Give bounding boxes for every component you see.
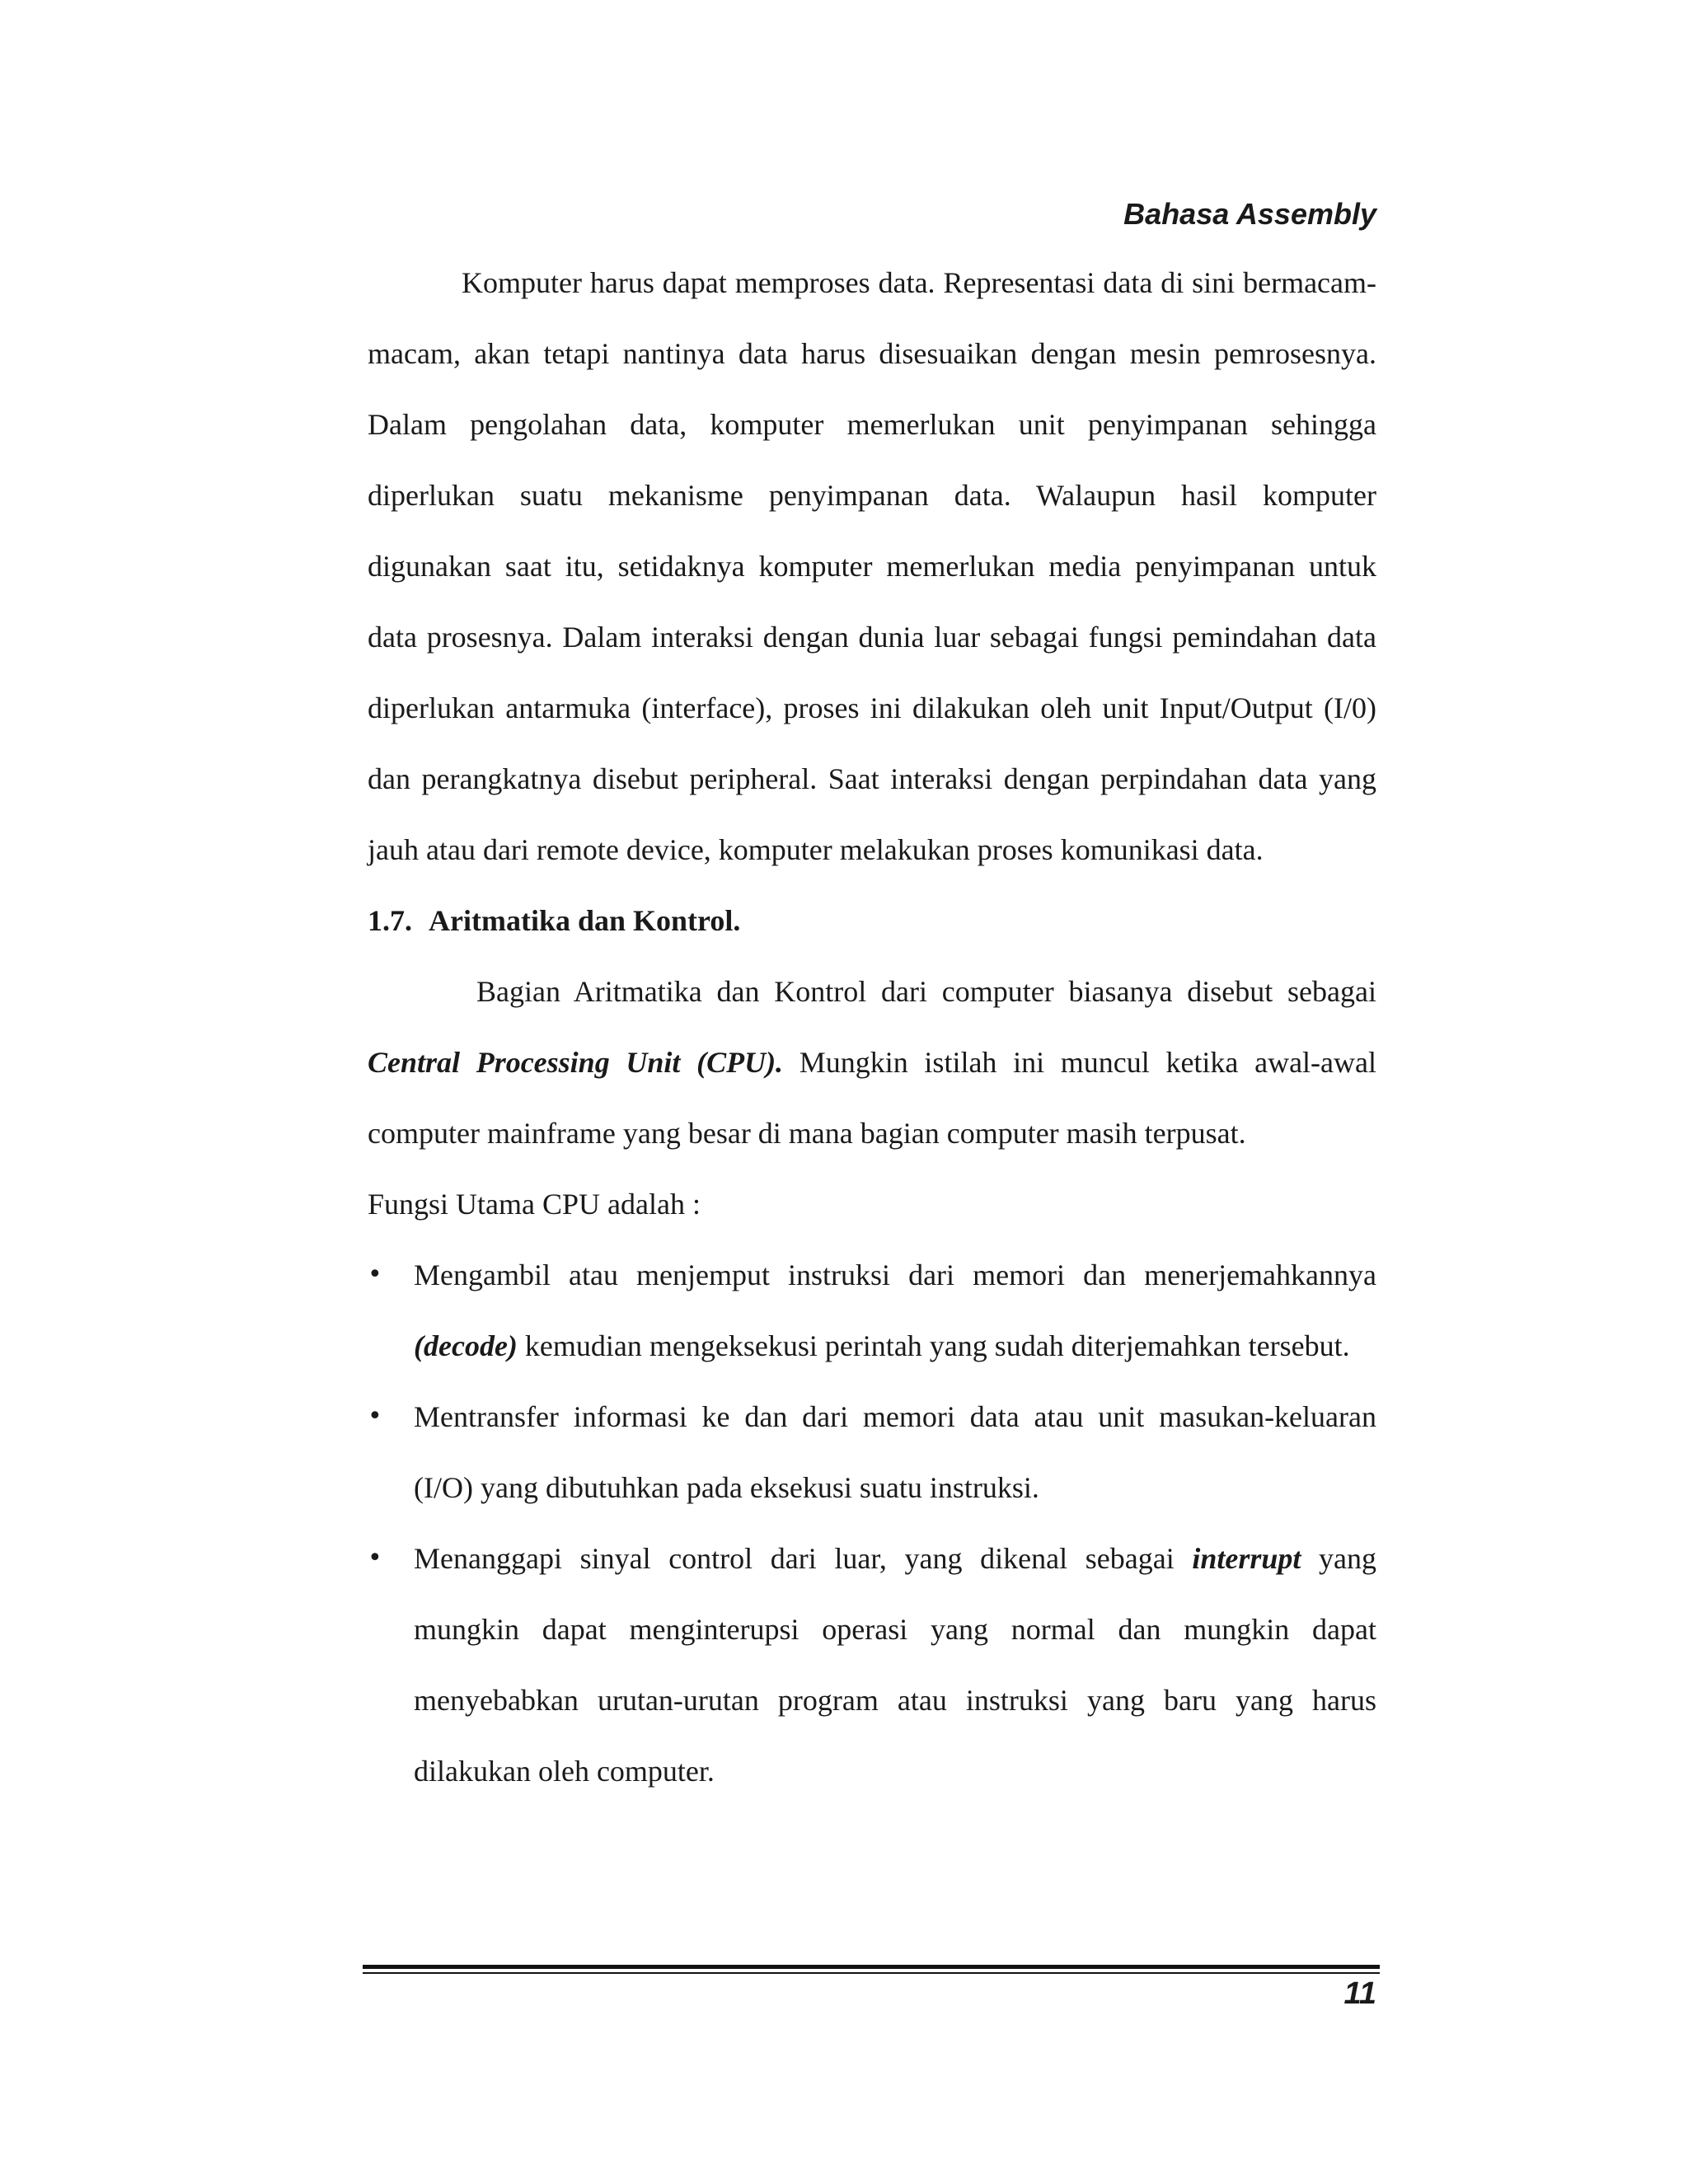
bullet-icon: • [368,1544,382,1572]
list-item-text: Mengambil atau menjemput instruksi dari memori dan menerjemahkannya [414,1258,1376,1291]
cpu-paragraph [368,956,1376,1169]
list-item [368,1523,1376,1807]
section-title: Aritmatika dan Kontrol. [429,904,741,937]
page-number: 11 [1343,1976,1376,2011]
list-item [368,1381,1376,1523]
list-item [368,1240,1376,1381]
intro-paragraph: Komputer harus dapat memproses data. Representasi data di sini bermacam-macam, akan tetapi nantinya data harus disesuaikan dengan mesin pemrosesnya. Dalam pengolahan data, komputer memerlukan unit penyimpanan sehingga diperlukan suatu mekanisme penyimpanan data. Walaupun hasil komputer digunakan saat itu, setidaknya komputer memerlukan media penyimpanan untuk data prosesnya. Dalam interaksi dengan dunia luar sebagai fungsi pemindahan data diperlukan antarmuka (interface), proses ini dilakukan oleh unit Input/Output (I/0) dan perangkatnya disebut peripheral. Saat interaksi dengan perpindahan data yang jauh atau dari remote device, komputer melakukan proses komunikasi data. [368,266,1376,866]
list-item-text: Menanggapi sinyal control dari luar, yang dikenal sebagai [414,1542,1193,1575]
list-item-text: kemudian mengeksekusi perintah yang sudah diterjemahkan tersebut. [517,1329,1350,1362]
cpu-functions-list [368,1240,1376,1807]
list-item-text: yang mungkin dapat menginterupsi operasi yang normal dan mungkin dapat menyebabkan urutan-urutan program atau instruksi yang baru yang harus dilakukan oleh computer. [414,1542,1376,1788]
cpu-paragraph-text-2: Mungkin istilah ini muncul ketika awal-awal computer mainframe yang besar di mana bagian computer masih terpusat. [368,1046,1376,1150]
section-heading [368,885,1376,956]
bullet-icon: • [368,1402,382,1431]
footer-rule-thin [363,1972,1380,1974]
cpu-term: Central Processing Unit (CPU). [368,1046,784,1079]
bullet-icon: • [368,1260,382,1289]
list-item-text: Mentransfer informasi ke dan dari memori data atau unit masukan-keluaran (I/O) yang dibutuhkan pada eksekusi suatu instruksi. [414,1400,1376,1504]
interrupt-term: interrupt [1192,1542,1301,1575]
running-header: Bahasa Assembly [1123,197,1376,231]
section-number: 1.7. [368,904,412,937]
cpu-paragraph-text-1: Bagian Aritmatika dan Kontrol dari computer biasanya disebut sebagai [476,975,1376,1008]
decode-term: (decode) [414,1329,518,1362]
footer-rule-thick [363,1965,1380,1969]
page-content [368,247,1376,1807]
functions-intro: Fungsi Utama CPU adalah : [368,1188,701,1221]
